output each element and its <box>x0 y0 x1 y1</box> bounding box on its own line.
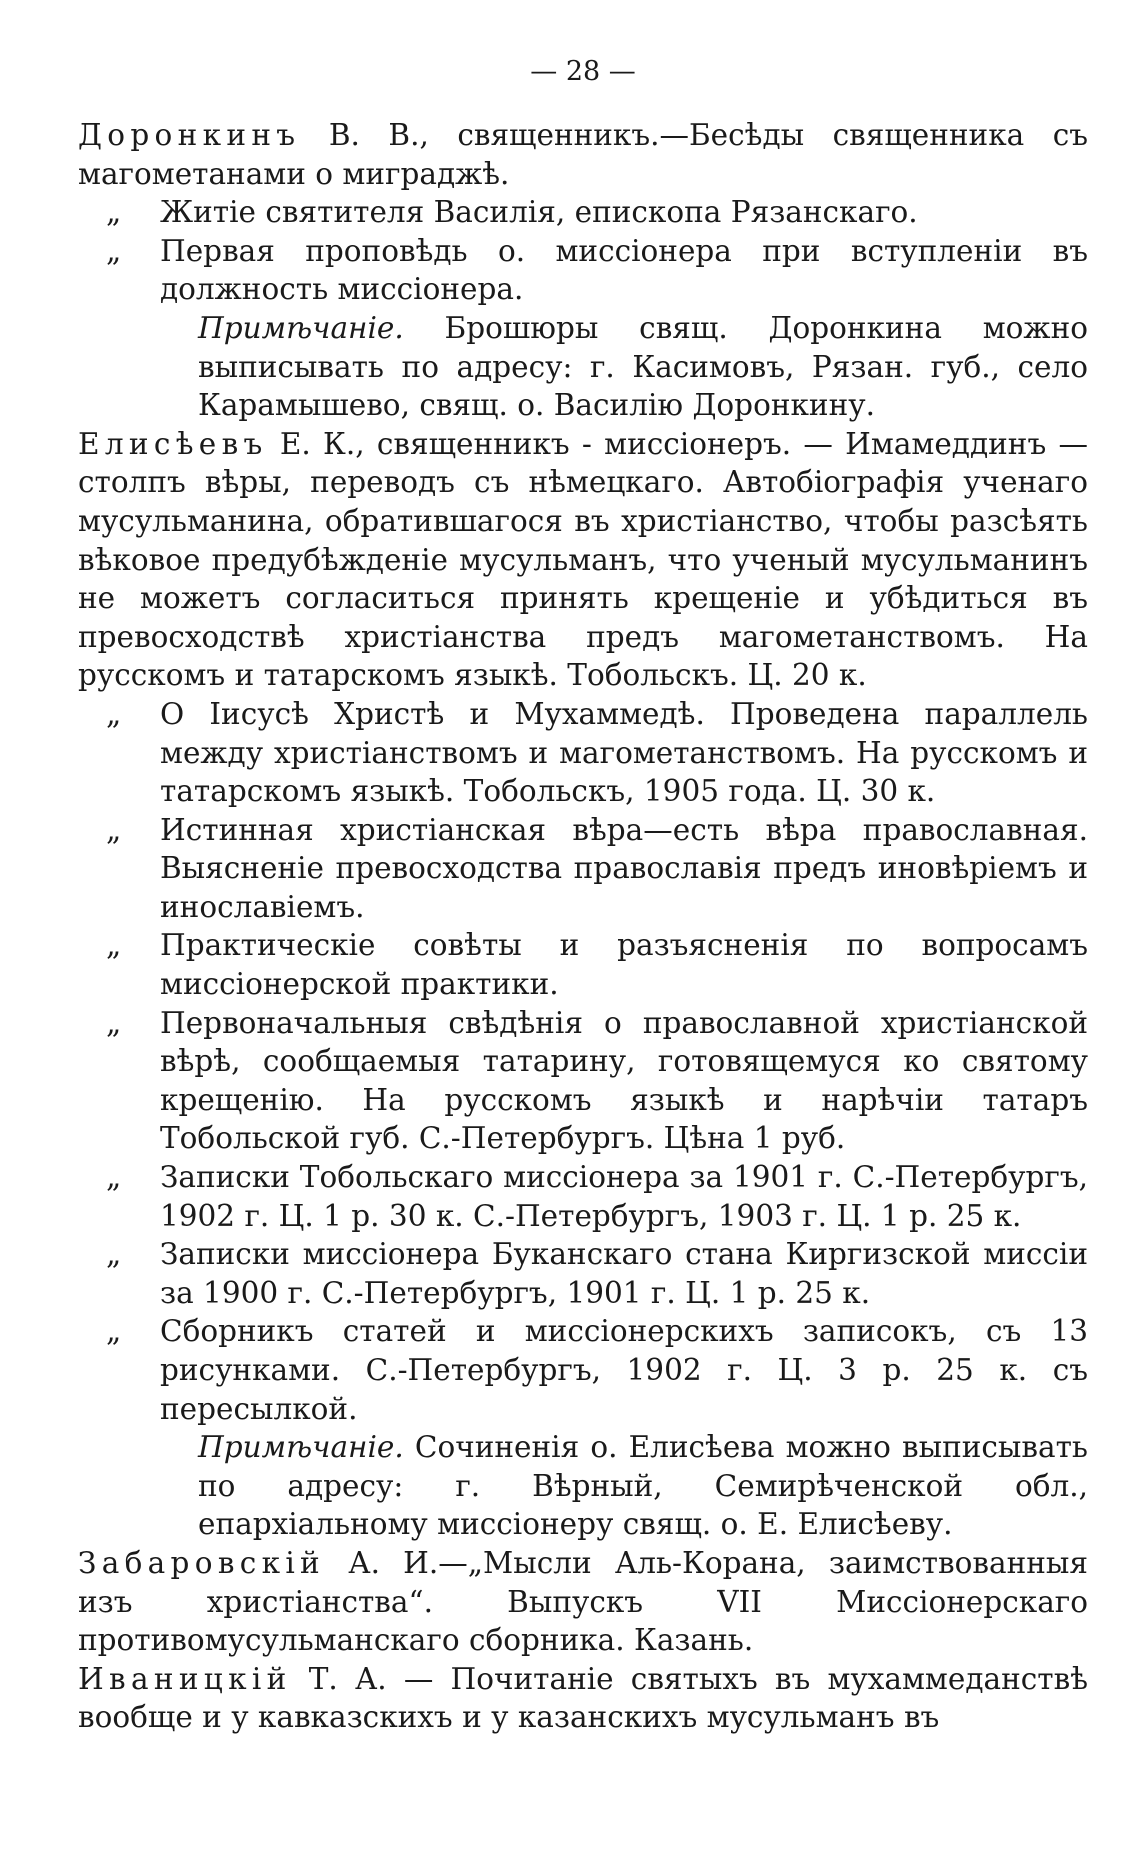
note-text: Сочиненія о. Елисѣева можно выписывать по адресу: г. Вѣрный, Семирѣченской обл., епархіальному миссіонеру свящ. о. Е. Елисѣеву. <box>198 1430 1088 1542</box>
sub-entry <box>78 811 1088 927</box>
sub-entry <box>78 1235 1088 1312</box>
sub-entry-text: Житіе святителя Василія, епископа Рязанскаго. <box>160 195 918 230</box>
sub-entry-text: Первая проповѣдь о. миссіонера при вступленіи въ должность миссіонера. <box>160 233 1088 307</box>
sub-entry <box>78 695 1088 811</box>
entry-text: Е. К., священникъ - миссіонеръ. — Имамеддинъ — столпъ вѣры, переводъ съ нѣмецкаго. Автобіографія ученаго мусульманина, обратившагося въ христіанство, чтобы разсѣять вѣковое предубѣжденіе мусульманъ, что ученый мусульманинъ не можетъ согласиться принять крещеніе и убѣдиться въ превосходствѣ христіанства предъ магометанствомъ. На русскомъ и татарскомъ языкѣ. Тобольскъ. Ц. 20 к. <box>78 426 1088 693</box>
entry-heading <box>78 425 1088 695</box>
sub-entry-text: Записки миссіонера Буканскаго стана Киргизской миссіи за 1900 г. С.-Петербургъ, 1901 г. Ц. 1 р. 25 к. <box>160 1237 1088 1310</box>
ditto-mark: „ <box>106 696 122 731</box>
sub-entry <box>78 232 1088 309</box>
sub-entry-text: Записки Тобольскаго миссіонера за 1901 г. С.-Петербургъ, 1902 г. Ц. 1 р. 30 к. С.-Петербургъ, 1903 г. Ц. 1 р. 25 к. <box>160 1160 1088 1233</box>
entry-heading <box>78 1544 1088 1660</box>
sub-entry-text: Практическіе совѣты и разъясненія по вопросамъ миссіонерской практики. <box>160 928 1088 1002</box>
bibliography-entry <box>78 1660 1088 1737</box>
bibliography-entry <box>78 1544 1088 1660</box>
sub-entry <box>78 1312 1088 1428</box>
ditto-mark: „ <box>106 233 122 268</box>
ditto-mark: „ <box>106 195 122 230</box>
note-label: Примѣчаніе. <box>198 310 404 345</box>
author-name: Иваницкій <box>78 1661 292 1696</box>
bibliography-entry <box>78 425 1088 1544</box>
ditto-mark: „ <box>106 1237 122 1272</box>
entry-text: В. В., священникъ.—Бесѣды священника съ магометанами о миграджѣ. <box>78 118 1088 191</box>
page-number: — 28 — <box>530 56 636 87</box>
entry-text: А. И.—„Мысли Аль-Корана, заимствованныя изъ христіанства“. Выпускъ VII Миссіонерскаго противомусульманскаго сборника. Казань. <box>78 1545 1088 1658</box>
note-text: Брошюры свящ. Доронкина можно выписывать по адресу: г. Касимовъ, Рязан. губ., село Карамышево, свящ. о. Василію Доронкину. <box>198 310 1088 423</box>
sub-entry-text: Сборникъ статей и миссіонерскихъ записокъ, съ 13 рисунками. С.-Петербургъ, 1902 г. Ц. 3 р. 25 к. съ пересылкой. <box>160 1314 1088 1426</box>
sub-entry-text: Первоначальныя свѣдѣнія о православной христіанской вѣрѣ, сообщаемыя татарину, готовящемуся ко святому крещенію. На русскомъ языкѣ и нарѣчіи татаръ Тобольской губ. С.-Петербургъ. Цѣна 1 руб. <box>160 1005 1088 1156</box>
ditto-mark: „ <box>106 928 122 963</box>
entry-heading <box>78 116 1088 193</box>
ditto-mark: „ <box>106 1314 122 1349</box>
ditto-mark: „ <box>106 812 122 847</box>
note-label: Примѣчаніе. <box>198 1430 404 1465</box>
sub-entry-text: Истинная христіанская вѣра—есть вѣра православная. Выясненіе превосходства православія предъ иновѣріемъ и инославіемъ. <box>160 812 1088 924</box>
entry-note <box>78 1428 1088 1544</box>
entry-text: Т. А. — Почитаніе святыхъ въ мухаммеданствѣ вообще и у кавказскихъ и у казанскихъ мусульманъ въ <box>78 1661 1088 1735</box>
sub-entry-text: О Іисусѣ Христѣ и Мухаммедѣ. Проведена параллель между христіанствомъ и магометанствомъ. На русскомъ и татарскомъ языкѣ. Тобольскъ, 1905 года. Ц. 30 к. <box>160 696 1088 809</box>
ditto-mark: „ <box>106 1005 122 1040</box>
book-page <box>78 50 1088 1737</box>
bibliography-entry <box>78 116 1088 425</box>
entry-note <box>78 309 1088 425</box>
author-name: Забаровскій <box>78 1545 326 1580</box>
sub-entry <box>78 926 1088 1003</box>
author-name: Елисѣевъ <box>78 426 268 461</box>
sub-entry <box>78 1158 1088 1235</box>
ditto-mark: „ <box>106 1160 122 1195</box>
sub-entry <box>78 193 1088 232</box>
sub-entry <box>78 1004 1088 1158</box>
entry-heading <box>78 1660 1088 1737</box>
author-name: Доронкинъ <box>78 118 301 152</box>
